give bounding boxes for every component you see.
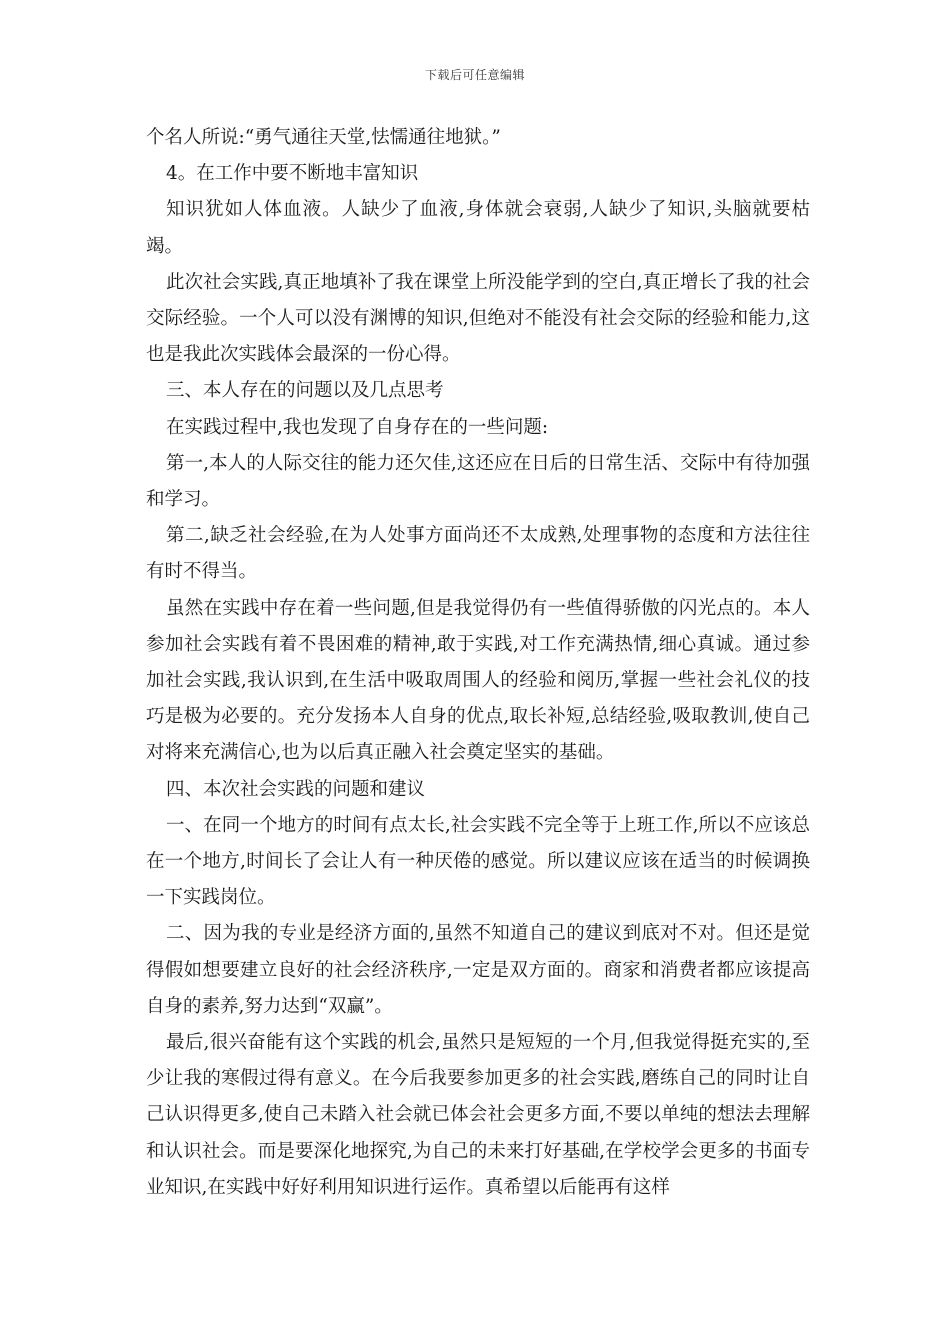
- paragraph: 此次社会实践,真正地填补了我在课堂上所没能学到的空白,真正增长了我的社会交际经验。一个人可以没有渊博的知识,但绝对不能没有社会交际的经验和能力,这也是我此次实践体会最深的一份心得。: [146, 271, 810, 366]
- paragraph: 个名人所说:“勇气通往天堂,怯懦通往地狱。”: [146, 127, 501, 148]
- paragraph: 知识犹如人体血液。人缺少了血液,身体就会衰弱,人缺少了知识,头脑就要枯竭。: [146, 199, 810, 257]
- section-heading: 4。在工作中要不断地丰富知识: [166, 163, 419, 185]
- paragraph: 第一,本人的人际交往的能力还欠佳,这还应在日后的日常生活、交际中有待加强和学习。: [146, 452, 810, 511]
- paragraph: 一、在同一个地方的时间有点太长,社会实践不完全等于上班工作,所以不应该总在一个地方,时间长了会让人有一种厌倦的感觉。所以建议应该在适当的时候调换一下实践岗位。: [146, 814, 810, 909]
- section-heading: 四、本次社会实践的问题和建议: [166, 778, 426, 800]
- paragraph: 虽然在实践中存在着一些问题,但是我觉得仍有一些值得骄傲的闪光点的。本人参加社会实践有着不畏困难的精神,敢于实践,对工作充满热情,细心真诚。通过参加社会实践,我认识到,在生活中吸取周围人的经验和阅历,掌握一些社会礼仪的技巧是极为必要的。充分发扬本人自身的优点,取长补短,总结经验,吸取教训,使自己对将来充满信心,也为以后真正融入社会奠定坚实的基础。: [146, 597, 810, 764]
- section-heading: 三、本人存在的问题以及几点思考: [166, 380, 444, 402]
- document-body: [146, 120, 810, 1206]
- paragraph: 二、因为我的专业是经济方面的,虽然不知道自己的建议到底对不对。但还是觉得假如想要建立良好的社会经济秩序,一定是双方面的。商家和消费者都应该提高自身的素养,努力达到“双赢”。: [146, 923, 810, 1017]
- page-header: 下载后可任意编辑: [424, 68, 525, 82]
- paragraph: 第二,缺乏社会经验,在为人处事方面尚还不太成熟,处理事物的态度和方法往往有时不得当。: [146, 525, 810, 583]
- paragraph: 最后,很兴奋能有这个实践的机会,虽然只是短短的一个月,但我觉得挺充实的,至少让我的寒假过得有意义。在今后我要参加更多的社会实践,磨练自己的同时让自己认识得更多,使自己未踏入社会就已体会社会更多方面,不要以单纯的想法去理解和认识社会。而是要深化地探究,为自己的未来打好基础,在学校学会更多的书面专业知识,在实践中好好利用知识进行运作。真希望以后能再有这样: [146, 1032, 810, 1198]
- paragraph: 在实践过程中,我也发现了自身存在的一些问题:: [166, 416, 549, 438]
